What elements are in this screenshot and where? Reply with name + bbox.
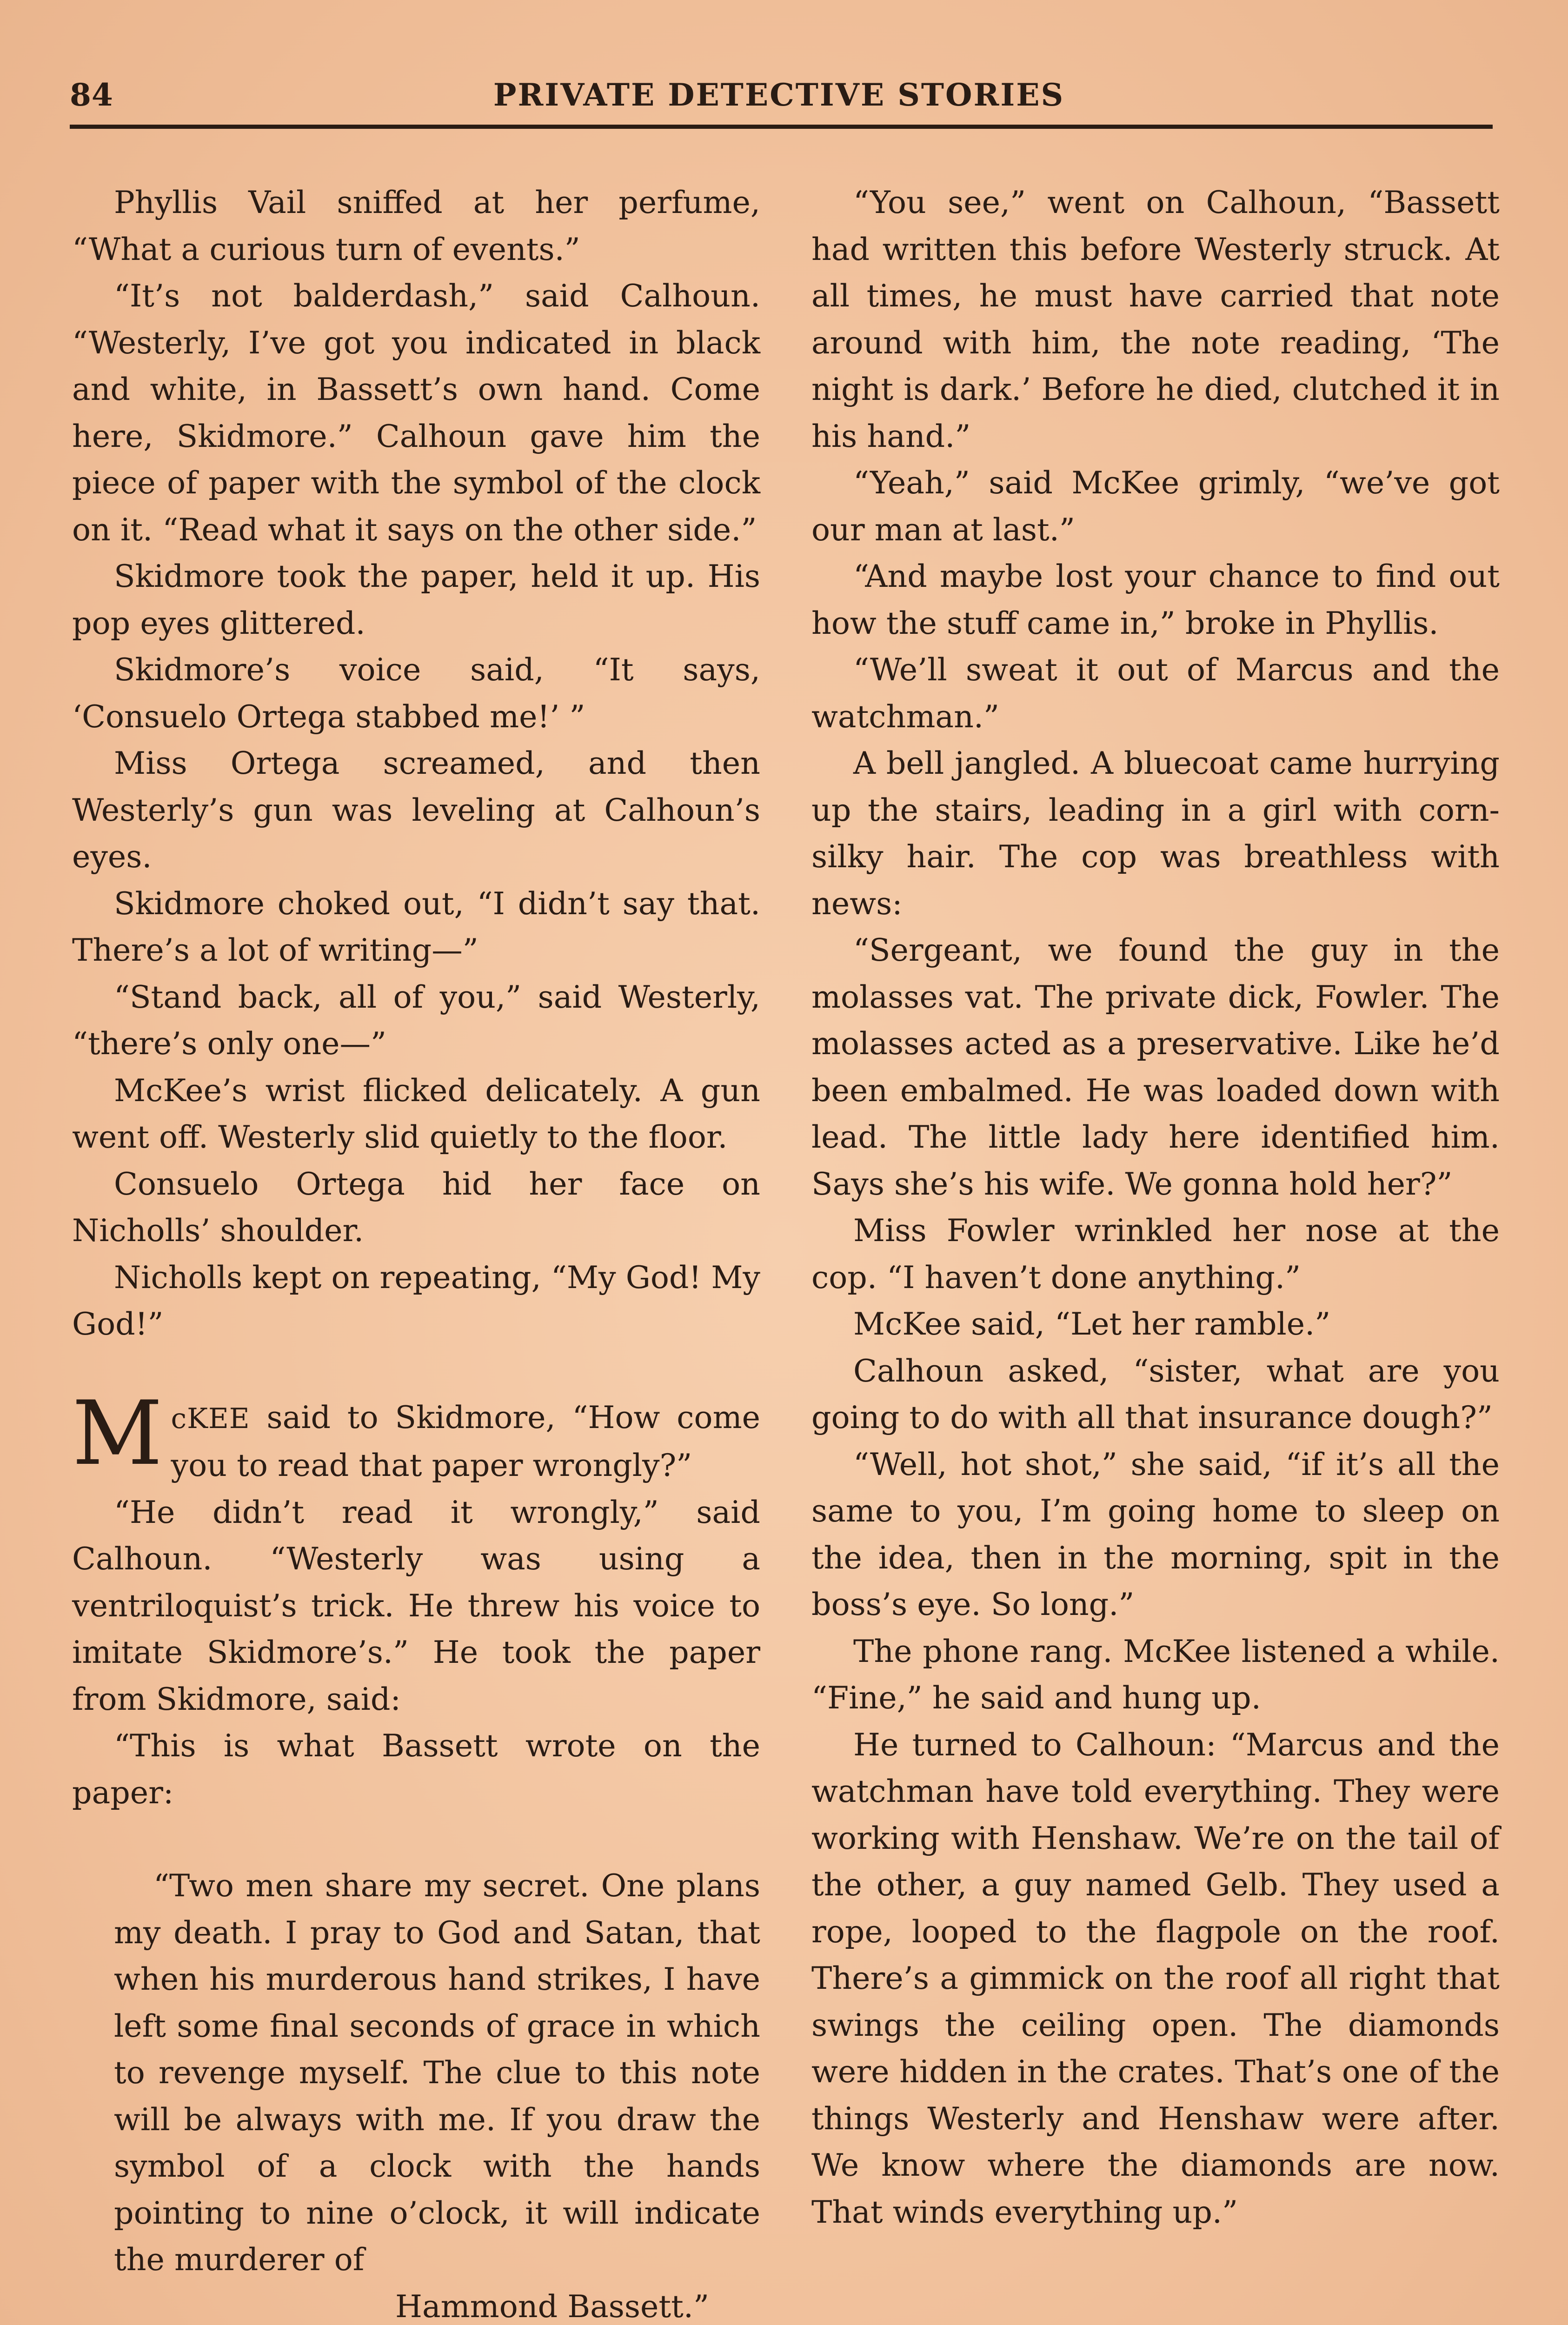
paragraph: “You see,” went on Calhoun, “Bassett had written this before Westerly struck. At all times, he must have carried that note around with him, the note reading, ‘The night is dark.’ Before he died, clutched it in his hand.” xyxy=(811,184,1500,454)
paragraph: Calhoun asked, “sister, what are you going to do with all that insurance dough?” xyxy=(811,1352,1500,1435)
paragraph: “Well, hot shot,” she said, “if it’s all the same to you, I’m going home to sleep on the idea, then in the morning, spit in the boss’s eye. So long.” xyxy=(811,1446,1500,1622)
header-rule xyxy=(70,125,1493,129)
right-column xyxy=(811,179,1500,2235)
paragraph: Nicholls kept on repeating, “My God! My God!” xyxy=(72,1259,760,1342)
paragraph: “Sergeant, we found the guy in the molasses vat. The private dick, Fowler. The molasses acted as a preservative. Like he’d been embalmed. He was loaded down with lead. The little lady here identified him. Says she’s his wife. We gonna hold her?” xyxy=(811,932,1500,1202)
paragraph: McKee said, “Let her ramble.” xyxy=(853,1306,1331,1342)
paragraph: Miss Fowler wrinkled her nose at the cop. “I haven’t done anything.” xyxy=(811,1212,1500,1295)
page-number: 84 xyxy=(70,77,113,113)
small-caps-text: cKEE xyxy=(171,1402,250,1435)
paragraph: “Stand back, all of you,” said Westerly, “there’s only one—” xyxy=(72,978,760,1062)
paragraph: “It’s not balderdash,” said Calhoun. “Westerly, I’ve got you indicated in black and white, in Bassett’s own hand. Come here, Skidmore.” Calhoun gave him the piece of paper with the symbol of the clock on it. “Read what it says on the other side.” xyxy=(72,278,760,548)
paragraph: A bell jangled. A bluecoat came hurrying up the stairs, leading in a girl with corn-silky hair. The cop was breathless with news: xyxy=(811,745,1500,922)
paragraph: Skidmore’s voice said, “It says, ‘Consuelo Ortega stabbed me!’ ” xyxy=(72,651,760,735)
paragraph: Miss Ortega screamed, and then Westerly’s gun was leveling at Calhoun’s eyes. xyxy=(72,745,760,875)
paragraph: Consuelo Ortega hid her face on Nicholls’ shoulder. xyxy=(72,1165,760,1249)
page-header xyxy=(70,77,1488,128)
quote-signature: Hammond Bassett.” xyxy=(395,2288,709,2325)
paragraph: The phone rang. McKee listened a while. “Fine,” he said and hung up. xyxy=(811,1633,1500,1716)
paragraph: Phyllis Vail sniffed at her perfume, “What a curious turn of events.” xyxy=(72,184,760,267)
paragraph: Skidmore choked out, “I didn’t say that. There’s a lot of writing—” xyxy=(72,885,760,968)
section-break xyxy=(72,1348,760,1394)
dropcap-rest: said to Skidmore, “How come you to read that paper wrongly?” xyxy=(171,1399,760,1483)
note-quote xyxy=(114,1862,760,2325)
dropcap-paragraph xyxy=(72,1382,760,1489)
paragraph: “Yeah,” said McKee grimly, “we’ve got our man at last.” xyxy=(811,465,1500,548)
paragraph: He turned to Calhoun: “Marcus and the watchman have told everything. They were working with Henshaw. We’re on the tail of the other, a guy named Gelb. They used a rope, looped to the flagpole on the roof. There’s a gimmick on the roof all right that swings the ceiling open. The diamonds were hidden in the crates. That’s one of the things Westerly and Henshaw were after. We know where the diamonds are now. That winds everything up.” xyxy=(811,1726,1500,2230)
drop-cap: M xyxy=(72,1382,163,1485)
paragraph: Skidmore took the paper, held it up. His pop eyes glittered. xyxy=(72,558,760,641)
paragraph: “This is what Bassett wrote on the paper: xyxy=(72,1727,760,1811)
paragraph: “He didn’t read it wrongly,” said Calhoun. “Westerly was using a ventriloquist’s trick. He threw his voice to imitate Skidmore’s.” He took the paper from Skidmore, said: xyxy=(72,1494,760,1717)
running-head: PRIVATE DETECTIVE STORIES xyxy=(493,77,1065,113)
paragraph: McKee’s wrist flicked delicately. A gun went off. Westerly slid quietly to the floor. xyxy=(72,1072,760,1155)
quote-text: “Two men share my secret. One plans my death. I pray to God and Satan, that when his murderous hand strikes, I have left some final seconds of grace in which to revenge myself. The clue to this note will be always with me. If you draw the symbol of a clock with the hands pointing to nine o’clock, it will indicate the murderer of xyxy=(114,1867,760,2278)
paragraph: “We’ll sweat it out of Marcus and the watchman.” xyxy=(811,651,1500,735)
paragraph: “And maybe lost your chance to find out how the stuff came in,” broke in Phyllis. xyxy=(811,558,1500,641)
left-column xyxy=(72,179,760,2325)
